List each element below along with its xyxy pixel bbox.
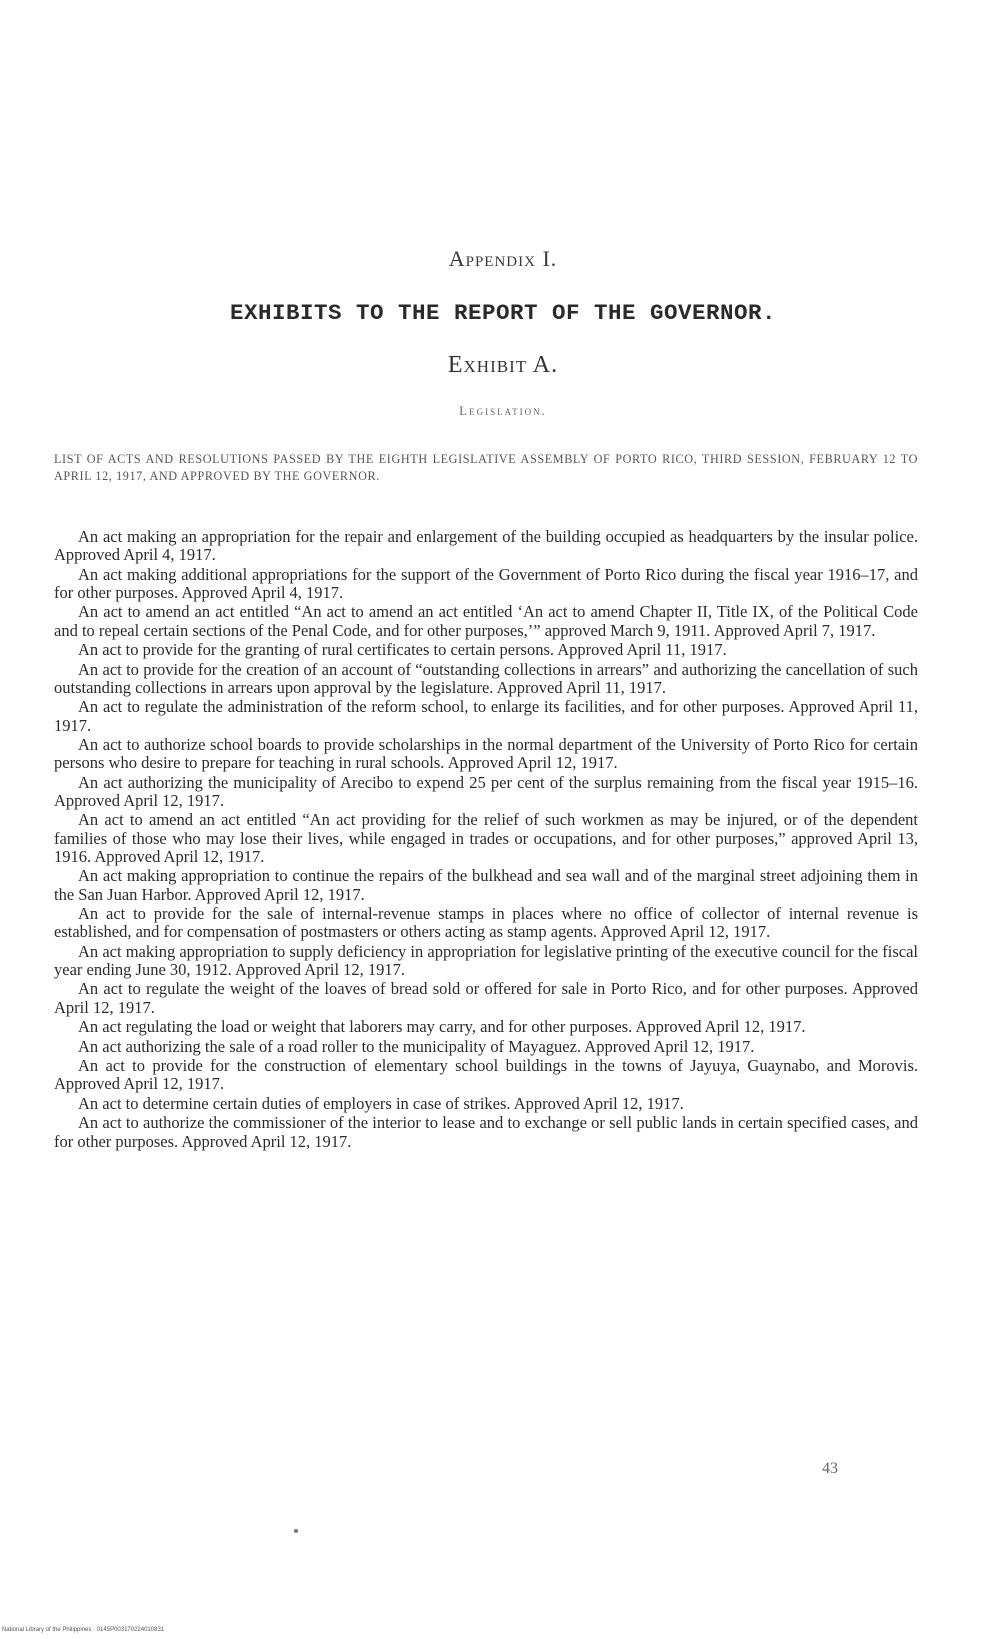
scan-dot-mark — [294, 1529, 298, 1533]
act-paragraph: An act to provide for the construction of elementary school buildings in the towns of Jayuya, Guaynabo, and Morovis. Approved April 12, 1917. — [54, 1056, 918, 1094]
main-title: EXHIBITS TO THE REPORT OF THE GOVERNOR. — [229, 300, 777, 326]
act-paragraph: An act making appropriation to continue the repairs of the bulkhead and sea wall and of the marginal street adjoining them in the San Juan Harbor. Approved April 12, 1917. — [54, 866, 918, 904]
exhibit-heading: Exhibit A. — [447, 352, 559, 378]
act-paragraph: An act making additional appropriations for the support of the Government of Porto Rico during the fiscal year 1916–17, and for other purposes. Approved April 4, 1917. — [54, 564, 918, 602]
appendix-heading: Appendix I. — [448, 246, 558, 271]
act-paragraph: An act to regulate the weight of the loaves of bread sold or offered for sale in Porto Rico, and for other purposes. Approved April 12, 1917. — [54, 979, 918, 1017]
list-heading: LIST OF ACTS AND RESOLUTIONS PASSED BY THE EIGHTH LEGISLATIVE ASSEMBLY OF PORTO RICO, THIRD SESSION, FEBRUARY 12 TO APRIL 12, 1917, AND APPROVED BY THE GOVERNOR. — [54, 452, 918, 483]
act-paragraph: An act to determine certain duties of employers in case of strikes. Approved April 12, 1917. — [78, 1093, 684, 1113]
act-paragraph: An act making an appropriation for the repair and enlargement of the building occupied as headquarters by the insular police. Approved April 4, 1917. — [54, 527, 918, 565]
act-paragraph: An act to provide for the sale of internal-revenue stamps in places where no office of collector of internal revenue is established, and for compensation of postmasters or others acting as stamp agents. Approved April 12, 1917. — [54, 904, 918, 942]
act-paragraph: An act to provide for the creation of an account of “outstanding collections in arrears” and authorizing the cancellation of such outstanding collections in arrears upon approval by the legislature. Approved April 11, 1917. — [54, 659, 918, 697]
act-paragraph: An act to authorize the commissioner of the interior to lease and to exchange or sell public lands in certain specified cases, and for other purposes. Approved April 12, 1917. — [54, 1113, 918, 1151]
act-paragraph: An act to provide for the granting of rural certificates to certain persons. Approved April 11, 1917. — [78, 640, 727, 660]
act-paragraph: An act authorizing the sale of a road roller to the municipality of Mayaguez. Approved April 12, 1917. — [78, 1036, 755, 1056]
act-paragraph: An act to authorize school boards to provide scholarships in the normal department of the University of Porto Rico for certain persons who desire to prepare for teaching in rural schools. Approved April 12, 1917. — [54, 735, 918, 773]
act-paragraph: An act making appropriation to supply deficiency in appropriation for legislative printing of the executive council for the fiscal year ending June 30, 1912. Approved April 12, 1917. — [54, 941, 918, 979]
act-paragraph: An act to amend an act entitled “An act providing for the relief of such workmen as may be injured, or of the dependent families of those who may lose their lives, while engaged in trades or occupations, and for other purposes,” approved April 13, 1916. Approved April 12, 1917. — [54, 810, 918, 866]
section-heading: Legislation. — [459, 403, 547, 418]
act-paragraph: An act authorizing the municipality of Arecibo to expend 25 per cent of the surplus remaining from the fiscal year 1915–16. Approved April 12, 1917. — [54, 772, 918, 810]
acts-list — [54, 528, 918, 1152]
act-paragraph: An act regulating the load or weight that laborers may carry, and for other purposes. Approved April 12, 1917. — [78, 1017, 806, 1037]
scan-footer: National Library of the Philippines · 0145P003170224010831 — [2, 1627, 165, 1633]
act-paragraph: An act to amend an act entitled “An act to amend an act entitled ‘An act to amend Chapter II, Title IX, of the Political Code and to repeal certain sections of the Penal Code, and for other purposes,’” approved March 9, 1911. Approved April 7, 1917. — [54, 602, 918, 640]
act-paragraph: An act to regulate the administration of the reform school, to enlarge its facilities, and for other purposes. Approved April 11, 1917. — [54, 697, 918, 735]
page-number: 43 — [822, 1460, 838, 1477]
